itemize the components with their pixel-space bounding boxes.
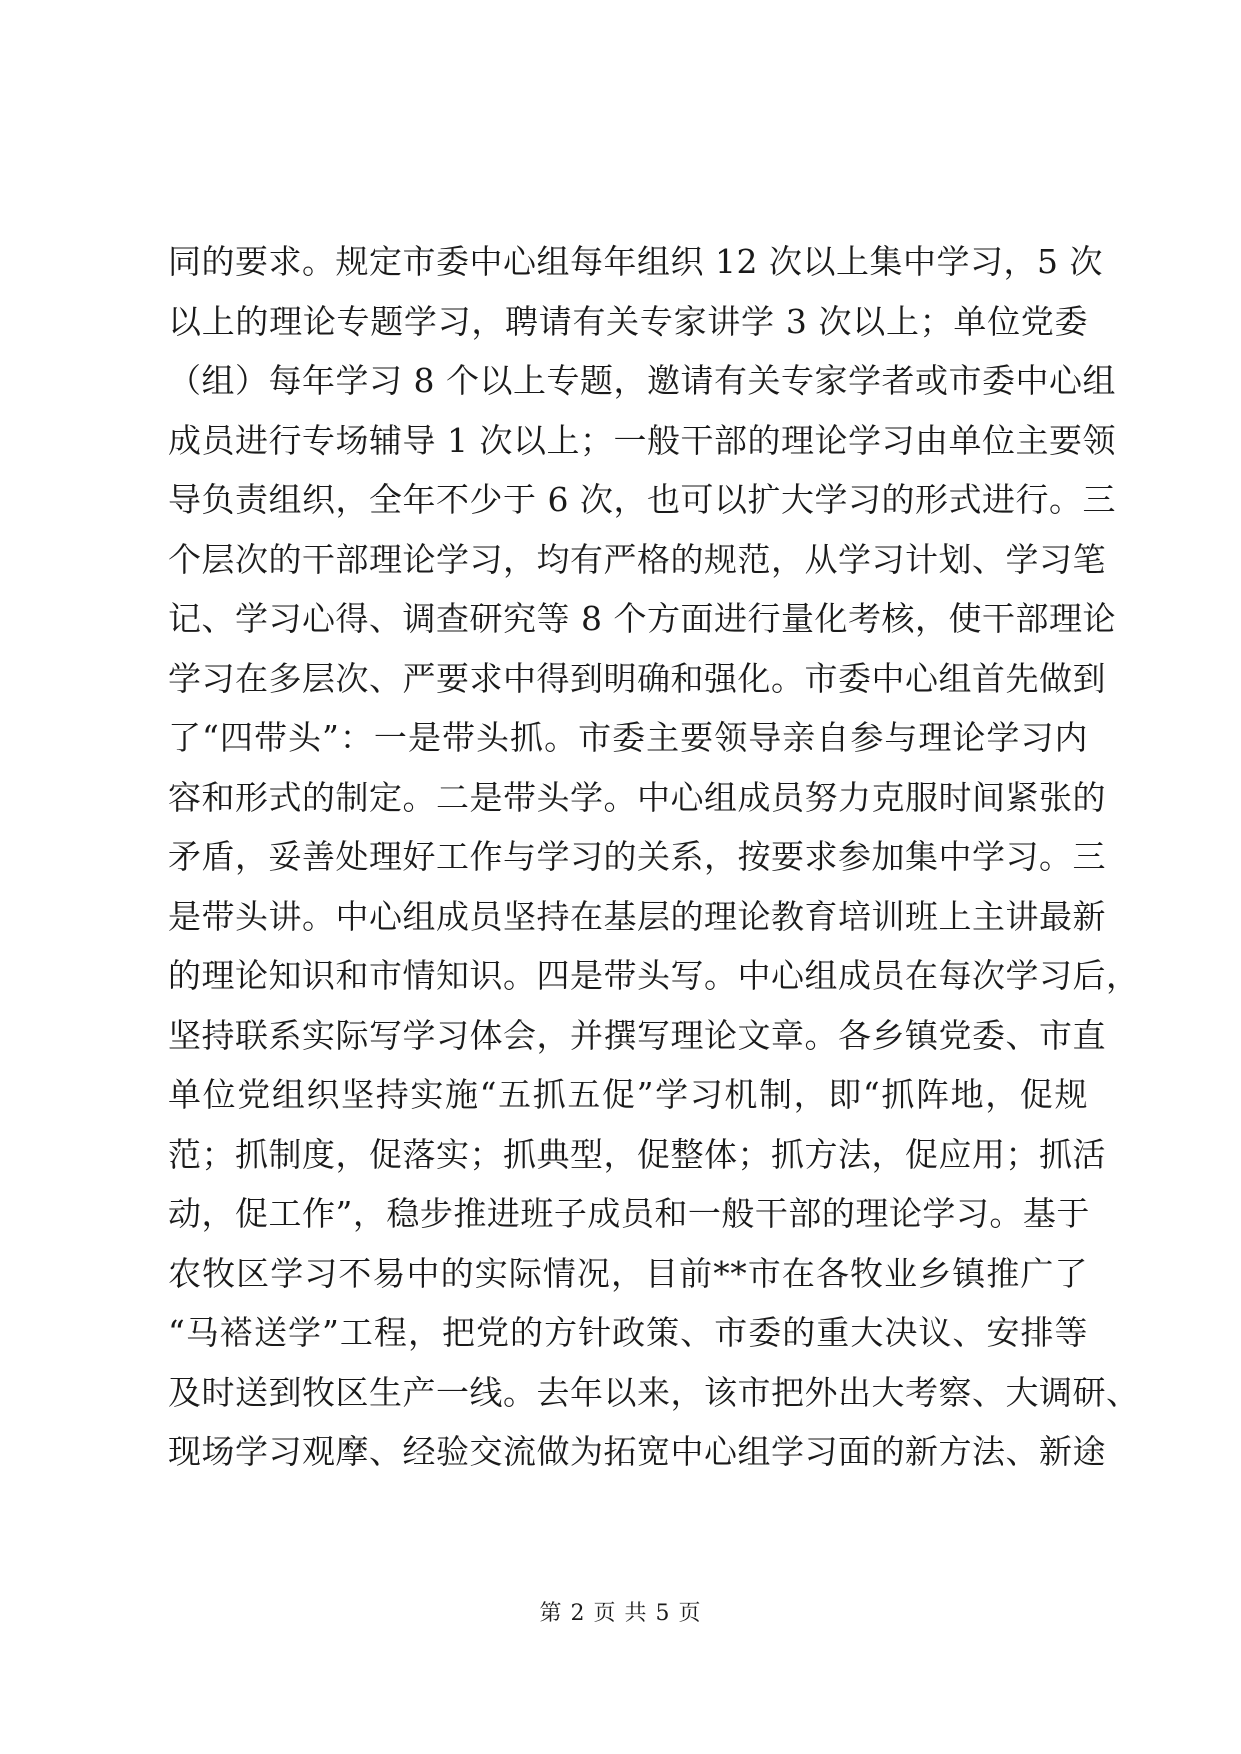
text-line: 矛盾，妥善处理好工作与学习的关系，按要求参加集中学习。三 xyxy=(168,837,1106,876)
text-line: 了“四带头”：一是带头抓。市委主要领导亲自参与理论学习内 xyxy=(168,718,1088,757)
text-line: 单位党组织坚持实施“五抓五促”学习机制，即“抓阵地，促规 xyxy=(168,1075,1088,1114)
text-line: 动，促工作”，稳步推进班子成员和一般干部的理论学习。基于 xyxy=(168,1194,1090,1233)
text-line: “马褡送学”工程，把党的方针政策、市委的重大决议、安排等 xyxy=(168,1313,1088,1352)
body-paragraph xyxy=(168,232,1140,1482)
text-line: 同的要求。规定市委中心组每年组织 12 次以上集中学习，5 次 xyxy=(168,242,1103,281)
text-line: 范；抓制度，促落实；抓典型，促整体；抓方法，促应用；抓活 xyxy=(168,1134,1106,1174)
text-line: 成员进行专场辅导 1 次以上；一般干部的理论学习由单位主要领 xyxy=(168,420,1116,460)
text-line: 是带头讲。中心组成员坚持在基层的理论教育培训班上主讲最新 xyxy=(168,896,1106,936)
text-line: 个层次的干部理论学习，均有严格的规范，从学习计划、学习笔 xyxy=(168,539,1106,579)
text-line: 坚持联系实际写学习体会，并撰写理论文章。各乡镇党委、市直 xyxy=(168,1015,1106,1055)
text-line: 记、学习心得、调查研究等 8 个方面进行量化考核，使干部理论 xyxy=(168,599,1116,638)
text-line: 学习在多层次、严要求中得到明确和强化。市委中心组首先做到 xyxy=(168,658,1106,698)
page-number-footer: 第 2 页 共 5 页 xyxy=(539,1601,702,1626)
text-line: 以上的理论专题学习，聘请有关专家讲学 3 次以上；单位党委 xyxy=(168,301,1088,341)
text-line: 现场学习观摩、经验交流做为拓宽中心组学习面的新方法、新途 xyxy=(168,1432,1106,1471)
text-line: 农牧区学习不易中的实际情况，目前**市在各牧业乡镇推广了 xyxy=(168,1253,1088,1293)
text-line: 的理论知识和市情知识。四是带头写。中心组成员在每次学习后， xyxy=(168,956,1140,995)
text-line: （组）每年学习 8 个以上专题，邀请有关专家学者或市委中心组 xyxy=(168,361,1116,400)
text-line: 容和形式的制定。二是带头学。中心组成员努力克服时间紧张的 xyxy=(168,777,1106,817)
text-line: 及时送到牧区生产一线。去年以来，该市把外出大考察、大调研、 xyxy=(168,1372,1140,1412)
text-line: 导负责组织，全年不少于 6 次，也可以扩大学习的形式进行。三 xyxy=(168,480,1116,519)
